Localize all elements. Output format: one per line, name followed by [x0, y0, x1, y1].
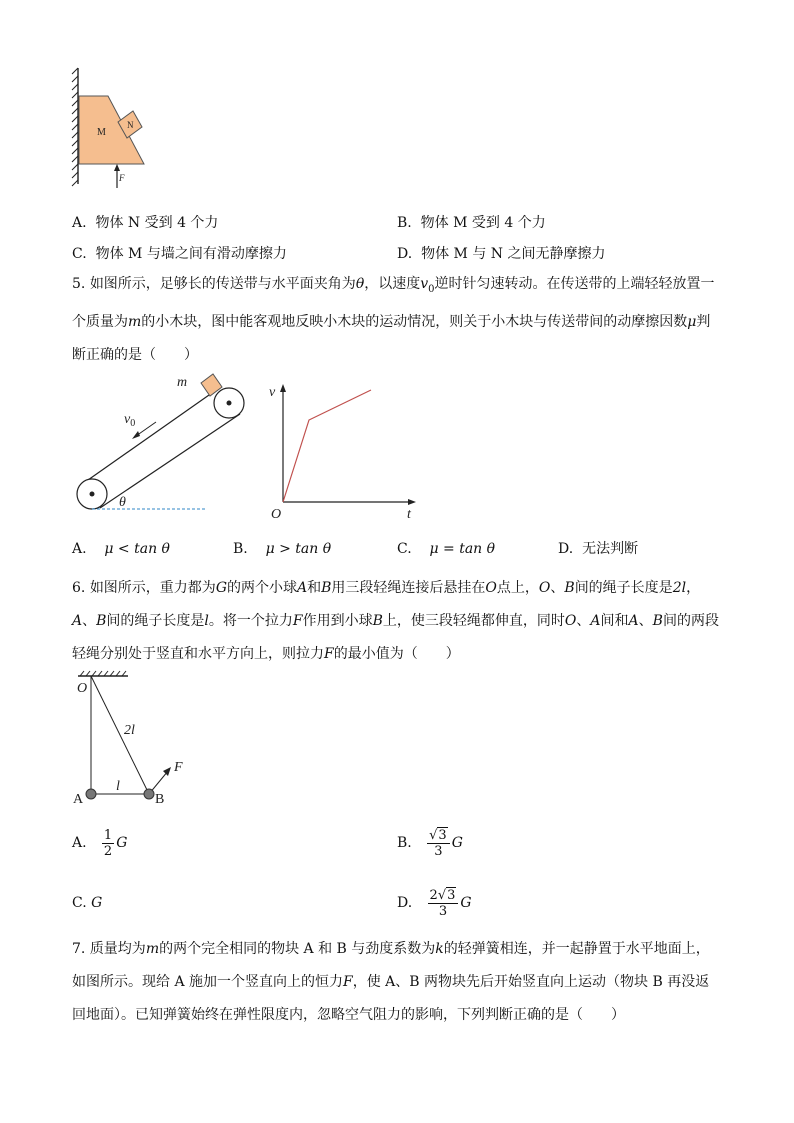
label-v0: $v_0$ — [124, 412, 136, 429]
q5-option-b[interactable]: B. μ > tan θ — [233, 541, 332, 557]
label-f: F — [119, 173, 125, 183]
q6-stem: 6. 如图所示，重力都为G的两个小球A和B用三段轻绳连接后悬挂在O点上，O、B间的绳子长度是2l，A、B间的绳子长度是l。将一个拉力F作用到小球B上，使三段轻绳都伸直，同时O、A间和A、B间的两段轻绳分别处于竖直和水平方向上，则拉力F的最小值为（ ） — [72, 580, 719, 662]
vt-curve — [283, 390, 371, 502]
q5-vt-graph — [266, 378, 426, 523]
q5-option-d[interactable]: D. 无法判断 — [558, 541, 639, 557]
label-o: O — [77, 681, 88, 696]
q4-option-c[interactable]: C. 物体 M 与墙之间有滑动摩擦力 — [72, 246, 287, 262]
mn-wall-figure — [68, 64, 158, 190]
label-theta: θ — [119, 495, 126, 510]
ball-b — [144, 789, 154, 799]
q6-option-c[interactable]: C. G — [72, 895, 103, 911]
q6-option-d[interactable]: D. $\frac{2√3}{3}$ G — [397, 887, 472, 919]
q5-option-a[interactable]: A. μ < tan θ — [72, 541, 170, 557]
q6-option-b[interactable]: B. $\frac{√3}{3}$ G — [397, 827, 463, 859]
q5-conveyor-figure — [70, 368, 250, 518]
ball-a — [86, 789, 96, 799]
q4-option-a[interactable]: A. 物体 N 受到 4 个力 — [72, 215, 219, 231]
label-a: A — [73, 792, 84, 807]
q4-option-d[interactable]: D. 物体 M 与 N 之间无静摩擦力 — [397, 246, 606, 262]
q6-string-figure — [70, 670, 200, 812]
label-m: M — [97, 127, 106, 138]
axis-v: v — [269, 385, 276, 400]
label-m: m — [177, 375, 188, 390]
label-n: N — [127, 120, 134, 130]
q6-option-a[interactable]: A. $\frac{1}{2}$ G — [72, 827, 128, 859]
origin: O — [271, 507, 282, 522]
label-2l: 2l — [124, 723, 135, 738]
label-f: F — [174, 760, 183, 775]
q7-stem: 7. 质量均为m的两个完全相同的物块 A 和 B 与劲度系数为k的轻弹簧相连，并一起静置于水平地面上，如图所示。现给 A 施加一个竖直向上的恒力F，使 A、B 两物块先后开始竖直向上运动（物块 B 再没返回地面）。已知弹簧始终在弹性限度内，忽略空气阻力的影响，下列判断正确的是（ ） — [72, 941, 710, 1023]
q4-option-b[interactable]: B. 物体 M 受到 4 个力 — [397, 215, 546, 231]
q5-option-c[interactable]: C. μ = tan θ — [397, 541, 496, 557]
q5-stem: 5. 如图所示，足够长的传送带与水平面夹角为θ，以速度$v_0$逆时针匀速转动。在传送带的上端轻轻放置一个质量为m的小木块，图中能客观地反映小木块的运动情况，则关于小木块与传送带间的动摩擦因数μ判断正确的是（ ） — [72, 276, 715, 363]
axis-t: t — [407, 507, 411, 522]
label-b: B — [155, 792, 165, 807]
label-l: l — [116, 779, 120, 794]
